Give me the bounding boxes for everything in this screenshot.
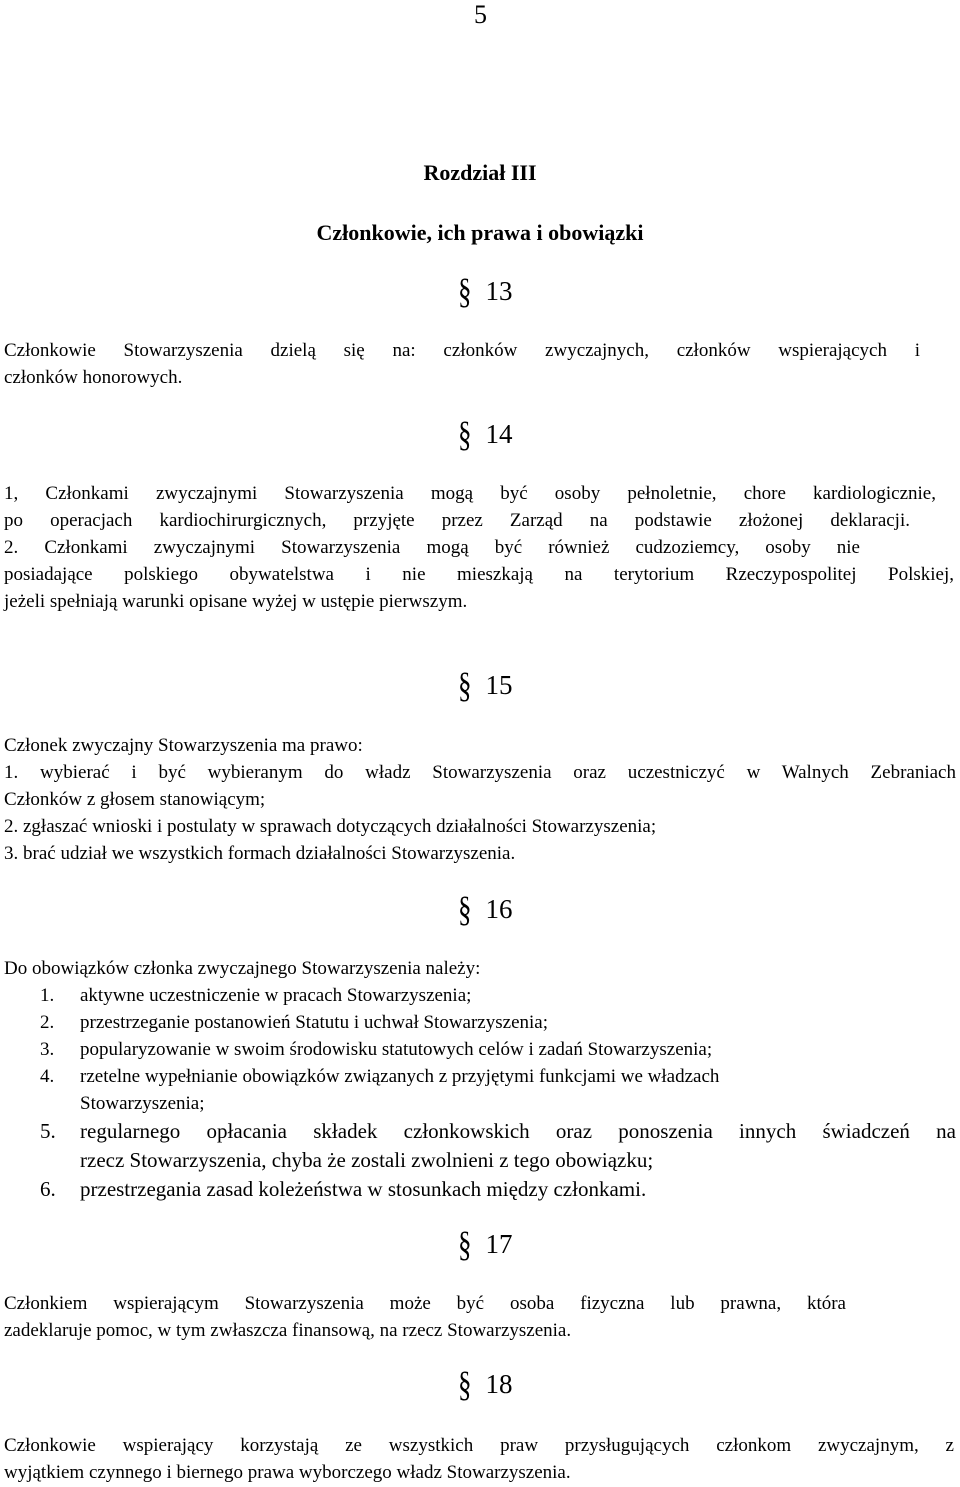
section-16-item-3: popularyzowanie w swoim środowisku statutowych celów i zadań Stowarzyszenia; — [80, 1039, 713, 1060]
section-16-item-number: 5. — [40, 1119, 56, 1143]
section-sign: § — [458, 1223, 472, 1265]
section-17-line-1: Członkiem wspierającym Stowarzyszenia może być osoba fizyczna lub prawna, która — [4, 1293, 846, 1314]
section-16-item-6: przestrzegania zasad koleżeństwa w stosunkach między członkami. — [80, 1177, 647, 1201]
section-14-line-3: 2. Członkami zwyczajnymi Stowarzyszenia mogą być również cudzoziemcy, osoby nie — [4, 537, 860, 558]
section-sign: § — [458, 413, 472, 455]
section-sign: § — [458, 1363, 472, 1405]
section-16-item-number: 3. — [40, 1039, 55, 1060]
section-13-heading — [458, 270, 513, 312]
chapter-subtitle: Członkowie, ich prawa i obowiązki — [316, 220, 644, 245]
section-16-item-number: 4. — [40, 1066, 55, 1087]
section-15-intro: Członek zwyczajny Stowarzyszenia ma prawo: — [4, 735, 363, 756]
section-number: 13 — [485, 276, 513, 306]
section-14-line-5: jeżeli spełniają warunki opisane wyżej w ustępie pierwszym. — [4, 591, 468, 612]
section-14-heading — [458, 413, 513, 455]
section-number: 16 — [485, 894, 513, 924]
section-number: 18 — [485, 1369, 513, 1399]
section-16-item-number: 6. — [40, 1177, 56, 1201]
section-14-line-4: posiadające polskiego obywatelstwa i nie mieszkają na terytorium Rzeczypospolitej Polskiej, — [4, 564, 954, 585]
section-15-heading — [458, 664, 513, 706]
section-16-item-number: 1. — [40, 985, 55, 1006]
section-13-line-2: członków honorowych. — [4, 367, 183, 388]
section-16-item-number: 2. — [40, 1012, 55, 1033]
section-16-item-5-cont: rzecz Stowarzyszenia, chyba że zostali zwolnieni z tego obowiązku; — [80, 1148, 654, 1172]
section-13-line-1: Członkowie Stowarzyszenia dzielą się na: członków zwyczajnych, członków wspierających i — [4, 340, 920, 361]
section-16-item-4-cont: Stowarzyszenia; — [80, 1093, 205, 1114]
section-sign: § — [458, 888, 472, 930]
section-17-line-2: zadeklaruje pomoc, w tym zwłaszcza finansową, na rzecz Stowarzyszenia. — [4, 1320, 572, 1341]
section-14-line-1: 1, Członkami zwyczajnymi Stowarzyszenia mogą być osoby pełnoletnie, chore kardiologicznie, — [4, 483, 936, 504]
section-16-item-5: regularnego opłacania składek członkowskich oraz ponoszenia innych świadczeń na — [80, 1119, 956, 1143]
section-15-item-2: 2. zgłaszać wnioski i postulaty w sprawach dotyczących działalności Stowarzyszenia; — [4, 816, 657, 837]
section-18-heading — [458, 1363, 513, 1405]
section-15-item-1-cont: Członków z głosem stanowiącym; — [4, 789, 266, 810]
section-15-item-3: 3. brać udział we wszystkich formach działalności Stowarzyszenia. — [4, 843, 516, 864]
section-number: 14 — [485, 419, 513, 449]
section-number: 17 — [485, 1229, 513, 1259]
section-16-item-1: aktywne uczestniczenie w pracach Stowarzyszenia; — [80, 985, 472, 1006]
section-18-line-1: Członkowie wspierający korzystają ze wszystkich praw przysługujących członkom zwyczajnym, z — [4, 1435, 954, 1456]
section-17-heading — [458, 1223, 513, 1265]
section-15-item-1: 1. wybierać i być wybieranym do władz Stowarzyszenia oraz uczestniczyć w Walnych Zebraniach — [4, 762, 956, 783]
section-18-line-2: wyjątkiem czynnego i biernego prawa wyborczego władz Stowarzyszenia. — [4, 1462, 571, 1483]
page-number: 5 — [474, 0, 487, 29]
chapter-title: Rozdział III — [423, 160, 537, 185]
section-16-item-2: przestrzeganie postanowień Statutu i uchwał Stowarzyszenia; — [80, 1012, 548, 1033]
section-sign: § — [458, 270, 472, 312]
section-16-heading — [458, 888, 513, 930]
section-sign: § — [458, 664, 472, 706]
section-number: 15 — [485, 670, 513, 700]
section-16-item-4: rzetelne wypełnianie obowiązków związanych z przyjętymi funkcjami we władzach — [80, 1066, 720, 1087]
section-14-line-2: po operacjach kardiochirurgicznych, przyjęte przez Zarząd na podstawie złożonej deklaracji. — [4, 510, 910, 531]
section-16-intro: Do obowiązków członka zwyczajnego Stowarzyszenia należy: — [4, 958, 481, 979]
